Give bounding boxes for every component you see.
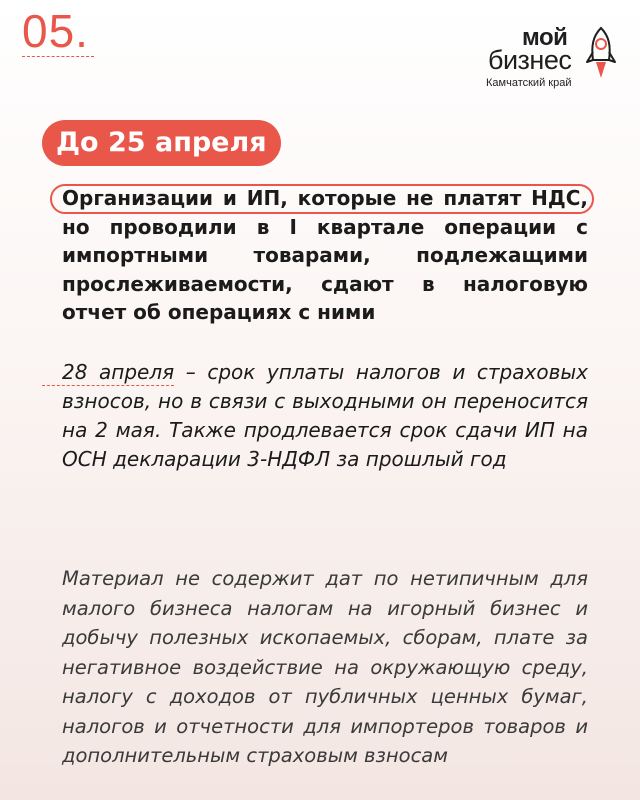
date-heading-badge: До 25 апреля — [42, 120, 281, 166]
bold-deadline-text: Организации и ИП, которые не платят НДС, но проводили в I квартале операции с импортными товарами, подлежащими прослеживаемости, сдают в налоговую отчет об операциях с ними — [62, 186, 588, 325]
italic-deadline-text: 28 апреля – срок уплаты налогов и страховых взносов, но в связи с выходными он переносится на 2 мая. Также продлевается срок сдачи ИП на ОСН декларации 3-НДФЛ за прошлый год — [62, 360, 588, 471]
logo-word-moy: мой — [522, 24, 568, 51]
page-number-underline — [22, 56, 94, 57]
disclaimer-note: Материал не содержит дат по нетипичным для малого бизнеса налогам на игорный бизнес и добычу полезных ископаемых, сборам, плате за негативное воздействие на окружающую среду, налогу с доходов от публичных ценных бумаг, налогов и отчетности для импортеров товаров и дополнительным страховым взносам — [62, 567, 588, 767]
page-number: 05. — [22, 5, 89, 57]
moy-biznes-logo — [484, 24, 624, 94]
rocket-icon — [584, 26, 618, 80]
logo-region: Камчатский край — [486, 77, 572, 89]
logo-word-biznes: бизнес — [488, 45, 572, 75]
